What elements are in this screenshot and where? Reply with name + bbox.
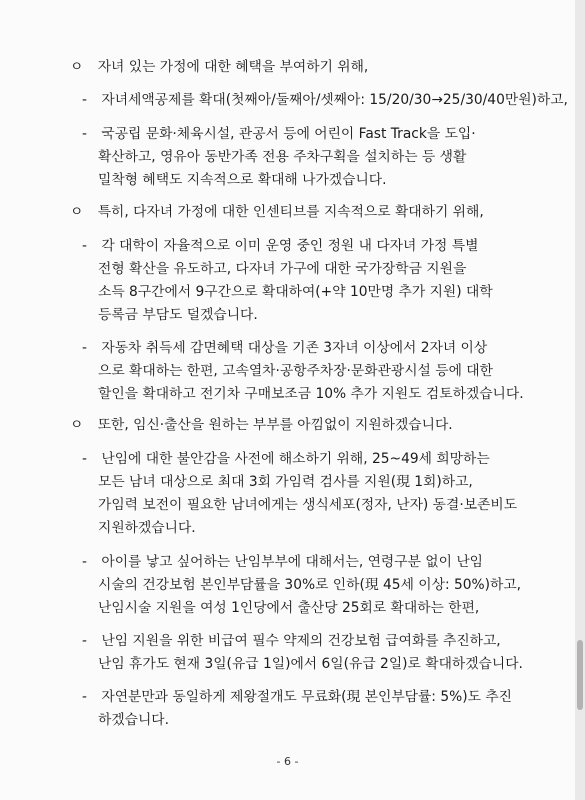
bullet-continuation: 시술의 건강보험 본인부담률을 30%로 인하(現 45세 이상: 50%)하고,: [98, 577, 522, 593]
bullet-line: - 자동차 취득세 감면혜택 대상을 기존 3자녀 이상에서 2자녀 이상: [82, 340, 488, 356]
bullet-continuation: 모든 남녀 대상으로 최대 3회 가임력 검사를 지원(現 1회)하고,: [98, 474, 473, 490]
section-heading-2: ㅇ 특히, 다자녀 가정에 대한 인센티브를 지속적으로 확대하기 위해,: [70, 204, 484, 220]
bullet-continuation: 전형 확산을 유도하고, 다자녀 가구에 대한 국가장학금 지원을: [98, 261, 467, 277]
bullet-continuation: 확산하고, 영유아 동반가족 전용 주차구획을 설치하는 등 생활: [98, 149, 467, 165]
bullet-continuation: 으로 확대하는 한편, 고속열차·공항주차장·문화관광시설 등에 대한: [98, 363, 493, 379]
bullet-line: - 자연분만과 동일하게 제왕절개도 무료화(現 본인부담률: 5%)도 추진: [82, 689, 512, 705]
page-number: - 6 -: [276, 755, 299, 768]
bullet-line: - 각 대학이 자율적으로 이미 운영 중인 정원 내 다자녀 가정 특별: [82, 238, 479, 254]
bullet-line: - 난임 지원을 위한 비급여 필수 약제의 건강보험 급여화를 추진하고,: [82, 633, 501, 649]
bullet-continuation: 소득 8구간에서 9구간으로 확대하여(+약 10만명 추가 지원) 대학: [98, 284, 493, 300]
bullet-line: - 국공립 문화·체육시설, 관공서 등에 어린이 Fast Track을 도입·: [82, 126, 476, 142]
bullet-continuation: 밀착형 혜택도 지속적으로 확대해 나가겠습니다.: [98, 172, 387, 188]
bullet-continuation: 하겠습니다.: [98, 712, 170, 728]
section-heading-3: ㅇ 또한, 임신·출산을 원하는 부부를 아낌없이 지원하겠습니다.: [70, 417, 453, 433]
bullet-line: - 난임에 대한 불안감을 사전에 해소하기 위해, 25~49세 희망하는: [82, 451, 490, 467]
bullet-continuation: 등록금 부담도 덜겠습니다.: [98, 307, 258, 323]
bullet-line: - 자녀세액공제를 확대(첫째아/둘째아/셋째아: 15/20/30→25/30/40만원)하고,: [82, 92, 568, 108]
bullet-continuation: 가임력 보전이 필요한 남녀에게는 생식세포(정자, 난자) 동결·보존비도: [98, 497, 518, 513]
scrollbar-thumb[interactable]: [577, 640, 583, 710]
bullet-continuation: 할인을 확대하고 전기차 구매보조금 10% 추가 지원도 검토하겠습니다.: [98, 386, 524, 402]
bullet-line: - 아이를 낳고 싶어하는 난임부부에 대해서는, 연령구분 없이 난임: [82, 554, 483, 570]
vertical-scrollbar[interactable]: [575, 0, 585, 800]
section-heading-1: ㅇ 자녀 있는 가정에 대한 혜택을 부여하기 위해,: [70, 59, 369, 75]
bullet-continuation: 지원하겠습니다.: [98, 520, 196, 536]
bullet-continuation: 난임 휴가도 현재 3일(유급 1일)에서 6일(유급 2일)로 확대하겠습니다.: [98, 656, 523, 672]
bullet-continuation: 난임시술 지원을 여성 1인당에서 출산당 25회로 확대하는 한편,: [98, 600, 480, 616]
